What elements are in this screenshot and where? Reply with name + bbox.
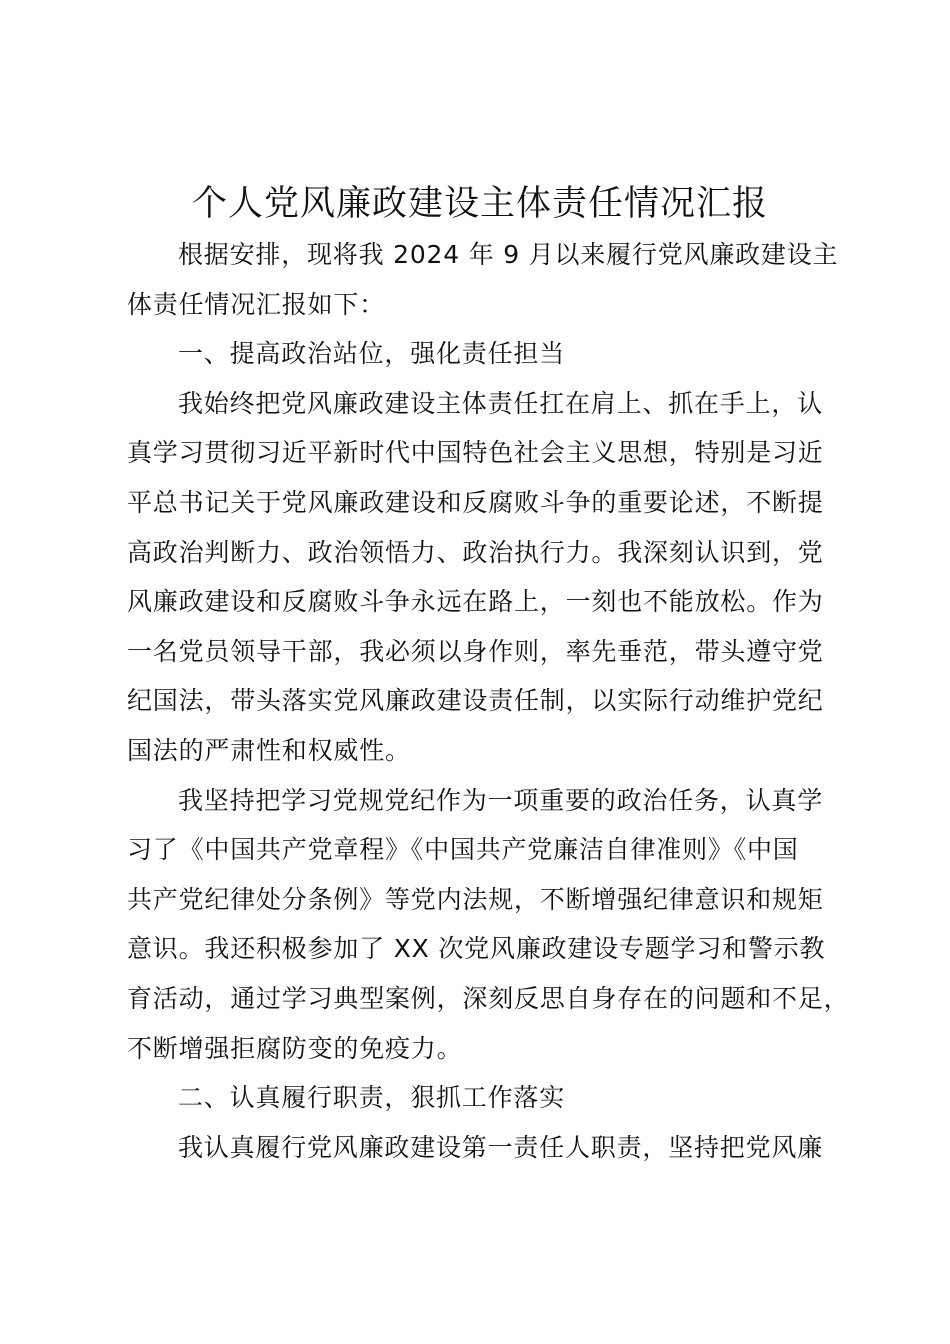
paragraph-line: 一名党员领导干部，我必须以身作则，率先垂范，带头遵守党 (127, 636, 824, 666)
paragraph-line: 国法的严肃性和权威性。 (127, 735, 411, 765)
paragraph-line: 风廉政建设和反腐败斗争永远在路上，一刻也不能放松。作为 (127, 587, 824, 617)
paragraph-line: 平总书记关于党风廉政建设和反腐败斗争的重要论述，不断提 (127, 487, 824, 517)
document-title: 个人党风廉政建设主体责任情况汇报 (191, 184, 768, 224)
paragraph-line: 意识。我还积极参加了 XX 次党风廉政建设专题学习和警示教 (127, 934, 826, 964)
paragraph-line: 高政治判断力、政治领悟力、政治执行力。我深刻认识到，党 (127, 537, 824, 567)
paragraph-line: 我认真履行党风廉政建设第一责任人职责，坚持把党风廉 (178, 1132, 824, 1162)
paragraph-line: 我坚持把学习党规党纪作为一项重要的政治任务，认真学 (178, 785, 824, 815)
paragraph-line: 育活动，通过学习典型案例，深刻反思自身存在的问题和不足， (127, 983, 850, 1013)
paragraph-line: 纪国法，带头落实党风廉政建设责任制，以实际行动维护党纪 (127, 686, 824, 716)
paragraph-line: 体责任情况汇报如下： (127, 289, 386, 319)
paragraph-line: 共产党纪律处分条例》等党内法规，不断增强纪律意识和规矩 (127, 884, 824, 914)
section-heading: 一、提高政治站位，强化责任担当 (178, 339, 566, 369)
document-body (127, 230, 857, 1172)
paragraph-line: 根据安排，现将我 2024 年 9 月以来履行党风廉政建设主 (178, 240, 839, 269)
paragraph-line: 习了《中国共产党章程》《中国共产党廉洁自律准则》《中国 (127, 835, 799, 865)
paragraph-line: 不断增强拒腐防变的免疫力。 (127, 1033, 463, 1063)
section-heading: 二、认真履行职责，狠抓工作落实 (178, 1083, 566, 1113)
paragraph-line: 我始终把党风廉政建设主体责任扛在肩上、抓在手上，认 (178, 388, 824, 418)
paragraph-line: 真学习贯彻习近平新时代中国特色社会主义思想，特别是习近 (127, 438, 824, 468)
